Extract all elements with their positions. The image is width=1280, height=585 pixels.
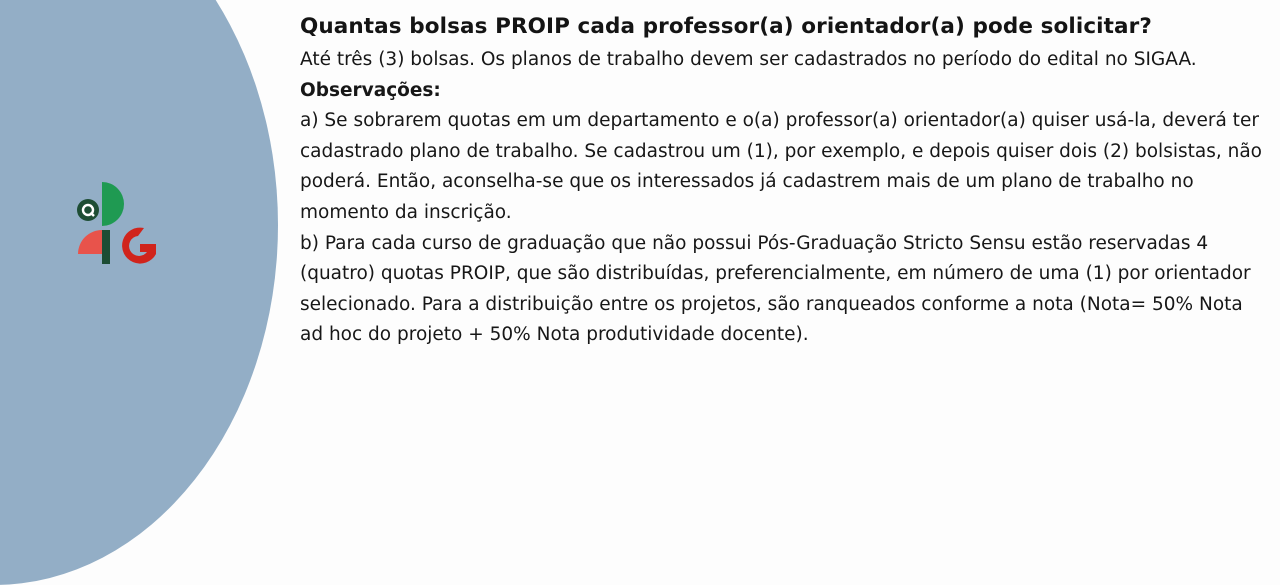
faq-content [300,14,1270,351]
faq-answer: Até três (3) bolsas. Os planos de trabalho devem ser cadastrados no período do edital no SIGAA. [300,49,1197,70]
faq-question: Quantas bolsas PROIP cada professor(a) orientador(a) pode solicitar? [300,14,1152,39]
institution-logo-icon [74,180,166,272]
faq-answer-block [300,45,1270,351]
institution-logo [74,180,166,272]
faq-note-b: b) Para cada curso de graduação que não possui Pós-Graduação Stricto Sensu estão reservadas 4 (quatro) quotas PROIP, que são distribuídas, preferencialmente, em número de uma (1) por orientador selecionado. Para a distribuição entre os projetos, são ranqueados conforme a nota (Nota= 50% Nota ad hoc do projeto + 50% Nota produtividade docente). [300,232,1251,346]
decorative-side-circle [0,0,278,585]
faq-note-a: a) Se sobrarem quotas em um departamento e o(a) professor(a) orientador(a) quiser usá-la, deverá ter cadastrado plano de trabalho. Se cadastrou um (1), por exemplo, e depois quiser dois (2) bolsistas, não poderá. Então, aconselha-se que os interessados já cadastrem mais de um plano de trabalho no momento da inscrição. [300,110,1262,223]
faq-notes-heading: Observações: [300,79,441,101]
